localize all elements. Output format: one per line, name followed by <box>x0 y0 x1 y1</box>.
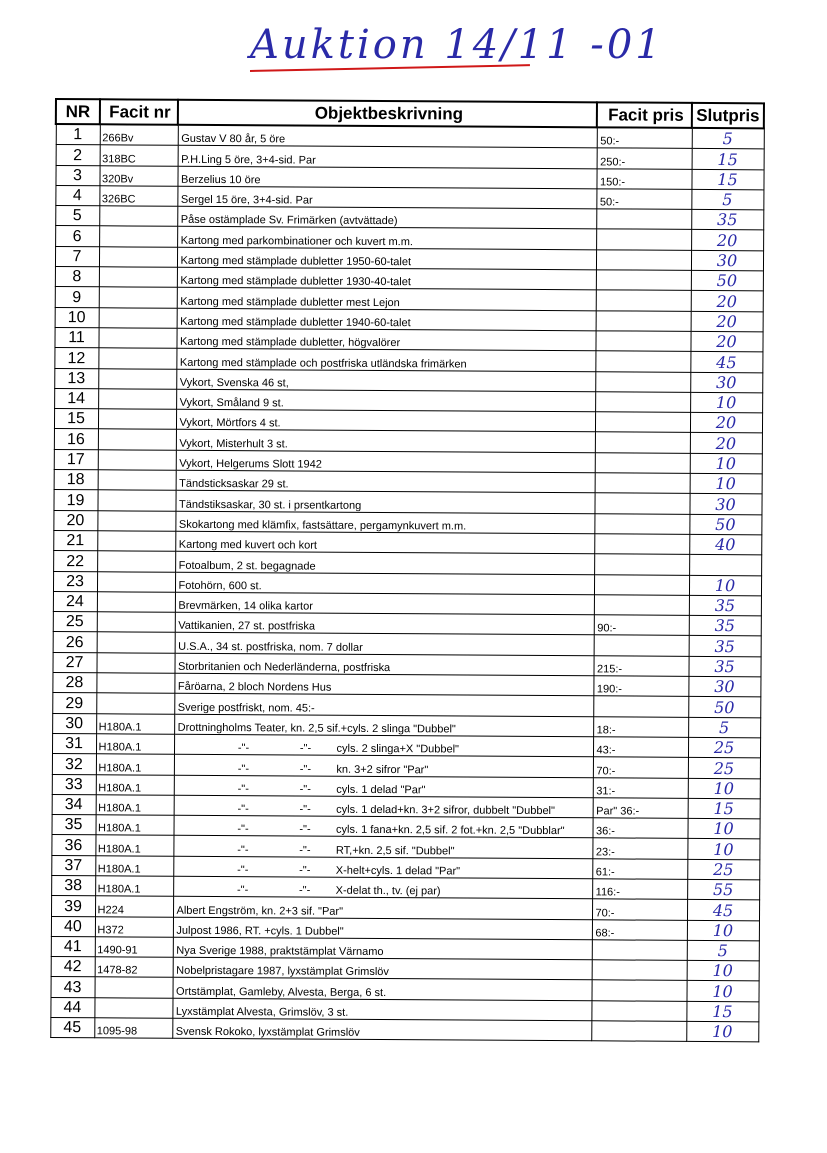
cell-nr: 37 <box>51 855 95 876</box>
cell-facit-pris: 50:- <box>596 189 691 210</box>
cell-nr: 13 <box>54 368 98 389</box>
cell-objektbeskrivning <box>173 957 592 980</box>
cell-slutpris: 10 <box>686 1021 758 1042</box>
cell-facit-pris: 61:- <box>592 858 687 879</box>
cell-objektbeskrivning <box>173 836 592 859</box>
cell-slutpris: 50 <box>688 697 760 718</box>
cell-slutpris: 35 <box>691 210 763 231</box>
objekt-text: Kartong med stämplade och postfriska utländska frimärken <box>179 356 467 371</box>
cell-facit-pris: Par" 36:- <box>593 798 688 819</box>
ditto-mark: -"- <box>237 762 250 775</box>
auction-table <box>49 98 765 1043</box>
cell-objektbeskrivning <box>177 308 596 331</box>
objekt-text: Gustav V 80 år, 5 öre <box>181 133 286 146</box>
cell-facit-pris: 18:- <box>593 716 688 737</box>
cell-facit-pris: 31:- <box>593 777 688 798</box>
cell-facit-pris <box>592 960 687 981</box>
cell-slutpris: 10 <box>686 981 758 1002</box>
objekt-text: Storbritanien och Nederländerna, postfriska <box>177 660 391 675</box>
cell-nr: 44 <box>50 997 94 1018</box>
cell-objektbeskrivning <box>177 288 596 311</box>
ditto-mark: -"- <box>237 884 249 897</box>
cell-nr: 36 <box>51 835 95 856</box>
cell-facit-nr <box>96 693 174 714</box>
cell-objektbeskrivning <box>176 328 595 351</box>
cell-nr: 38 <box>51 875 95 896</box>
cell-slutpris: 15 <box>692 149 764 170</box>
cell-nr: 6 <box>55 226 99 247</box>
cell-slutpris: 5 <box>691 189 763 210</box>
cell-objektbeskrivning <box>178 146 597 169</box>
header-nr: NR <box>56 99 100 124</box>
cell-objektbeskrivning <box>172 1018 591 1041</box>
cell-objektbeskrivning <box>177 247 596 270</box>
cell-objektbeskrivning <box>176 349 595 372</box>
cell-objektbeskrivning <box>176 450 595 473</box>
cell-slutpris: 10 <box>690 473 762 494</box>
ditto-mark: -"- <box>299 783 311 796</box>
cell-facit-nr <box>98 409 176 430</box>
cell-facit-nr <box>98 348 176 369</box>
cell-nr: 15 <box>54 409 98 430</box>
cell-facit-nr <box>99 267 177 288</box>
objekt-text: cyls. 1 fana+kn. 2,5 sif. 2 fot.+kn. 2,5 "Dubblar" <box>335 824 565 838</box>
cell-nr: 1 <box>56 124 100 145</box>
cell-facit-nr <box>99 226 177 247</box>
cell-slutpris: 45 <box>687 900 759 921</box>
objekt-text: Skokartong med klämfix, fastsättare, pergamynkuvert m.m. <box>178 518 467 533</box>
cell-nr: 9 <box>55 287 99 308</box>
cell-facit-pris: 70:- <box>593 757 688 778</box>
cell-nr: 10 <box>55 307 99 328</box>
cell-objektbeskrivning <box>175 592 594 615</box>
cell-slutpris: 20 <box>690 413 762 434</box>
cell-slutpris: 30 <box>688 676 760 697</box>
cell-facit-nr <box>97 551 175 572</box>
cell-facit-nr: 1478-82 <box>95 957 173 978</box>
cell-objektbeskrivning <box>178 125 597 148</box>
cell-facit-pris <box>595 351 690 372</box>
cell-slutpris: 35 <box>689 595 761 616</box>
cell-facit-pris: 215:- <box>593 656 688 677</box>
objekt-text: Vykort, Svenska 46 st, <box>179 376 289 390</box>
cell-slutpris: 25 <box>687 859 759 880</box>
cell-facit-nr: H180A.1 <box>96 734 174 755</box>
cell-nr: 26 <box>53 632 97 653</box>
cell-objektbeskrivning <box>177 227 596 250</box>
cell-objektbeskrivning <box>175 531 594 554</box>
cell-slutpris: 35 <box>689 636 761 657</box>
objekt-text: Kartong med stämplade dubletter 1950-60-talet <box>180 254 412 269</box>
objekt-text: Nya Sverige 1988, praktstämplat Värnamo <box>176 944 384 959</box>
cell-objektbeskrivning <box>177 166 596 189</box>
cell-slutpris: 5 <box>688 717 760 738</box>
cell-facit-nr: 318BC <box>100 145 178 166</box>
cell-facit-nr <box>98 470 176 491</box>
objekt-text: Påse ostämplade Sv. Frimärken (avtvättade) <box>180 214 398 228</box>
cell-facit-nr <box>97 531 175 552</box>
ditto-mark: -"- <box>299 742 312 755</box>
cell-nr: 5 <box>55 206 99 227</box>
objekt-text: Fotohörn, 600 st. <box>178 579 262 593</box>
cell-facit-nr <box>99 287 177 308</box>
cell-nr: 17 <box>54 449 98 470</box>
cell-objektbeskrivning <box>175 572 594 595</box>
cell-nr: 4 <box>55 185 99 206</box>
cell-nr: 40 <box>51 916 95 937</box>
cell-objektbeskrivning <box>175 633 594 656</box>
cell-objektbeskrivning <box>174 795 593 818</box>
ditto-mark: -"- <box>237 782 249 795</box>
cell-slutpris: 20 <box>690 433 762 454</box>
cell-facit-nr <box>94 998 172 1019</box>
objekt-text: Berzelius 10 öre <box>180 173 261 187</box>
cell-objektbeskrivning <box>176 389 595 412</box>
cell-nr: 18 <box>54 470 98 491</box>
cell-facit-pris <box>591 1001 686 1022</box>
cell-nr: 14 <box>54 388 98 409</box>
cell-facit-pris: 43:- <box>593 737 688 758</box>
cell-facit-pris <box>595 392 690 413</box>
cell-facit-pris <box>593 696 688 717</box>
table-body <box>50 124 764 1042</box>
cell-objektbeskrivning <box>173 897 592 920</box>
cell-slutpris: 10 <box>687 839 759 860</box>
cell-facit-nr <box>95 977 173 998</box>
ditto-mark: -"- <box>299 884 311 897</box>
cell-facit-nr <box>98 450 176 471</box>
cell-nr: 45 <box>50 1018 94 1039</box>
cell-slutpris: 10 <box>690 453 762 474</box>
cell-facit-nr: 320Bv <box>99 165 177 186</box>
cell-facit-pris: 250:- <box>597 148 692 169</box>
cell-facit-nr: H372 <box>95 916 173 937</box>
cell-nr: 42 <box>51 957 95 978</box>
cell-facit-pris <box>596 290 691 311</box>
cell-nr: 28 <box>52 673 96 694</box>
cell-objektbeskrivning <box>174 754 593 777</box>
objekt-text: Kartong med stämplade dubletter 1940-60-talet <box>180 315 411 330</box>
cell-facit-pris: 116:- <box>592 879 687 900</box>
cell-facit-nr <box>97 490 175 511</box>
cell-nr: 3 <box>55 165 99 186</box>
ditto-mark: -"- <box>299 763 312 776</box>
objekt-text: Kartong med stämplade dubletter mest Lejon <box>180 295 400 309</box>
cell-objektbeskrivning <box>173 876 592 899</box>
cell-facit-pris: 190:- <box>593 676 688 697</box>
cell-slutpris: 50 <box>691 270 763 291</box>
objekt-text: cyls. 1 delad+kn. 3+2 sifror, dubbelt "Dubbel" <box>336 803 555 818</box>
cell-slutpris: 10 <box>689 575 761 596</box>
cell-nr: 12 <box>54 348 98 369</box>
cell-nr: 41 <box>51 936 95 957</box>
cell-facit-nr: H180A.1 <box>96 754 174 775</box>
cell-facit-pris <box>595 453 690 474</box>
cell-objektbeskrivning <box>174 734 593 757</box>
objekt-text: Kartong med kuvert och kort <box>178 538 317 552</box>
ditto-mark: -"- <box>299 864 311 877</box>
cell-nr: 34 <box>52 794 96 815</box>
cell-nr: 23 <box>53 571 97 592</box>
cell-facit-pris <box>594 534 689 555</box>
cell-objektbeskrivning <box>175 511 594 534</box>
ditto-mark: -"- <box>237 843 249 856</box>
objekt-text: kn. 3+2 sifror "Par" <box>336 763 429 776</box>
cell-slutpris: 40 <box>689 534 761 555</box>
objekt-text: Vykort, Misterhult 3 st. <box>179 437 288 451</box>
cell-facit-nr: 326BC <box>99 186 177 207</box>
objekt-text: Julpost 1986, RT. +cyls. 1 Dubbel" <box>176 924 344 938</box>
cell-objektbeskrivning <box>177 186 596 209</box>
cell-facit-pris <box>594 554 689 575</box>
cell-facit-pris <box>591 980 686 1001</box>
objekt-text: Albert Engström, kn. 2+3 sif. "Par" <box>176 904 344 918</box>
objekt-text: Vykort, Helgerums Slott 1942 <box>179 457 322 471</box>
cell-facit-nr: H180A.1 <box>95 835 173 856</box>
cell-objektbeskrivning <box>175 551 594 574</box>
header-objektbeskrivning: Objektbeskrivning <box>178 100 597 128</box>
cell-facit-nr <box>96 652 174 673</box>
cell-facit-pris <box>594 635 689 656</box>
cell-nr: 24 <box>53 591 97 612</box>
cell-facit-nr <box>97 632 175 653</box>
cell-facit-nr <box>97 571 175 592</box>
cell-objektbeskrivning <box>173 937 592 960</box>
objekt-text: Kartong med parkombinationer och kuvert m.m. <box>180 234 413 248</box>
cell-objektbeskrivning <box>174 673 593 696</box>
cell-objektbeskrivning <box>173 978 592 1001</box>
handwritten-title: Auktion 14/11 -01 <box>250 22 664 68</box>
objekt-text: Fåröarna, 2 bloch Nordens Hus <box>177 681 332 695</box>
cell-slutpris: 30 <box>690 372 762 393</box>
cell-objektbeskrivning <box>176 470 595 493</box>
cell-objektbeskrivning <box>176 369 595 392</box>
cell-slutpris: 55 <box>687 879 759 900</box>
cell-facit-nr <box>97 612 175 633</box>
cell-nr: 19 <box>53 490 97 511</box>
cell-facit-pris <box>594 513 689 534</box>
cell-facit-pris <box>596 270 691 291</box>
cell-slutpris: 35 <box>688 656 760 677</box>
objekt-text: X-delat th., tv. (ej par) <box>335 885 441 898</box>
cell-facit-nr <box>99 307 177 328</box>
cell-facit-nr: H180A.1 <box>96 774 174 795</box>
cell-slutpris: 20 <box>690 331 762 352</box>
cell-nr: 32 <box>52 754 96 775</box>
objekt-text: Vykort, Småland 9 st. <box>179 396 284 410</box>
cell-facit-pris <box>595 331 690 352</box>
cell-facit-pris <box>591 1021 686 1042</box>
cell-facit-pris <box>595 432 690 453</box>
cell-nr: 29 <box>52 693 96 714</box>
cell-slutpris: 10 <box>687 961 759 982</box>
objekt-text: Fotoalbum, 2 st. begagnade <box>178 559 316 573</box>
objekt-text: Vykort, Mörtfors 4 st. <box>179 417 281 430</box>
cell-nr: 30 <box>52 713 96 734</box>
objekt-text: Tändsticksaskar 29 st. <box>179 478 289 491</box>
objekt-text: Svensk Rokoko, lyxstämplat Grimslöv <box>175 1026 360 1040</box>
cell-nr: 11 <box>54 327 98 348</box>
cell-slutpris: 20 <box>691 230 763 251</box>
cell-facit-nr <box>98 328 176 349</box>
objekt-text: Ortstämplat, Gamleby, Alvesta, Berga, 6 st. <box>176 985 387 999</box>
cell-facit-nr <box>97 510 175 531</box>
table-row <box>50 1018 758 1043</box>
cell-facit-pris: 36:- <box>592 818 687 839</box>
cell-nr: 35 <box>51 815 95 836</box>
cell-objektbeskrivning <box>176 409 595 432</box>
cell-facit-pris <box>594 493 689 514</box>
cell-nr: 43 <box>51 977 95 998</box>
ditto-mark: -"- <box>237 803 249 816</box>
cell-facit-pris <box>595 412 690 433</box>
objekt-text: Kartong med stämplade dubletter 1930-40-talet <box>180 275 411 289</box>
cell-slutpris: 25 <box>688 758 760 779</box>
cell-objektbeskrivning <box>175 491 594 514</box>
cell-facit-pris <box>595 473 690 494</box>
objekt-text: Tändstiksaskar, 30 st. i prsentkartong <box>178 498 362 512</box>
cell-facit-nr <box>98 429 176 450</box>
cell-objektbeskrivning <box>173 917 592 940</box>
header-slutpris: Slutpris <box>692 103 764 128</box>
cell-facit-nr: 1490-91 <box>95 937 173 958</box>
cell-slutpris: 15 <box>688 798 760 819</box>
cell-objektbeskrivning <box>174 775 593 798</box>
cell-objektbeskrivning <box>173 815 592 838</box>
cell-objektbeskrivning <box>173 856 592 879</box>
ditto-mark: -"- <box>299 823 311 836</box>
cell-facit-nr <box>97 592 175 613</box>
cell-nr: 16 <box>54 429 98 450</box>
cell-objektbeskrivning <box>174 653 593 676</box>
cell-nr: 20 <box>53 510 97 531</box>
cell-facit-nr: 1095-98 <box>94 1018 172 1039</box>
cell-facit-nr: H180A.1 <box>95 855 173 876</box>
cell-facit-nr: H180A.1 <box>96 713 174 734</box>
cell-nr: 2 <box>56 145 100 166</box>
cell-facit-nr <box>99 247 177 268</box>
cell-objektbeskrivning <box>176 430 595 453</box>
cell-nr: 33 <box>52 774 96 795</box>
objekt-text: Lyxstämplat Alvesta, Grimslöv, 3 st. <box>175 1005 349 1019</box>
objekt-text: Sverige postfriskt, nom. 45:- <box>177 701 315 715</box>
ditto-mark: -"- <box>299 803 311 816</box>
cell-facit-nr <box>96 673 174 694</box>
cell-slutpris: 15 <box>686 1001 758 1022</box>
objekt-text: cyls. 1 delad "Par" <box>336 783 426 797</box>
cell-facit-pris <box>592 940 687 961</box>
objekt-text: Vattikanien, 27 st. postfriska <box>178 620 316 634</box>
cell-slutpris <box>689 555 761 576</box>
cell-objektbeskrivning <box>177 267 596 290</box>
objekt-text: Nobelpristagare 1987, lyxstämplat Grimslöv <box>176 965 389 979</box>
objekt-text: X-helt+cyls. 1 delad "Par" <box>335 864 461 878</box>
cell-facit-nr <box>98 368 176 389</box>
ditto-mark: -"- <box>237 742 250 755</box>
ditto-mark: -"- <box>237 864 249 877</box>
cell-facit-pris: 68:- <box>592 919 687 940</box>
cell-nr: 22 <box>53 551 97 572</box>
cell-slutpris: 15 <box>691 169 763 190</box>
cell-nr: 25 <box>53 612 97 633</box>
cell-facit-pris: 90:- <box>594 615 689 636</box>
ditto-mark: -"- <box>299 844 311 857</box>
cell-slutpris: 10 <box>688 778 760 799</box>
cell-facit-pris <box>594 595 689 616</box>
cell-facit-nr: H180A.1 <box>95 815 173 836</box>
cell-nr: 21 <box>53 530 97 551</box>
cell-facit-pris <box>596 250 691 271</box>
objekt-text: RT,+kn. 2,5 sif. "Dubbel" <box>335 844 455 858</box>
cell-nr: 7 <box>55 246 99 267</box>
objekt-text: Brevmärken, 14 olika kartor <box>178 599 313 613</box>
cell-slutpris: 5 <box>692 128 764 149</box>
cell-facit-pris <box>594 574 689 595</box>
cell-slutpris: 10 <box>687 818 759 839</box>
cell-facit-pris: 23:- <box>592 838 687 859</box>
cell-nr: 27 <box>52 652 96 673</box>
objekt-text: Sergel 15 öre, 3+4-sid. Par <box>180 193 313 207</box>
cell-slutpris: 20 <box>691 311 763 332</box>
header-facit-nr: Facit nr <box>100 99 178 124</box>
cell-slutpris: 30 <box>691 250 763 271</box>
cell-objektbeskrivning <box>174 714 593 737</box>
cell-facit-nr: H180A.1 <box>95 876 173 897</box>
cell-objektbeskrivning <box>177 206 596 229</box>
objekt-text: Drottningholms Teater, kn. 2,5 sif.+cyls. 2 slinga "Dubbel" <box>177 721 456 736</box>
ditto-mark: -"- <box>237 823 249 836</box>
cell-facit-nr: H224 <box>95 896 173 917</box>
cell-objektbeskrivning <box>174 694 593 717</box>
objekt-text: P.H.Ling 5 öre, 3+4-sid. Par <box>181 153 316 167</box>
cell-slutpris: 50 <box>689 514 761 535</box>
cell-nr: 31 <box>52 733 96 754</box>
cell-facit-nr: 266Bv <box>100 124 178 145</box>
cell-facit-pris <box>595 371 690 392</box>
cell-slutpris: 10 <box>687 920 759 941</box>
cell-slutpris: 5 <box>687 940 759 961</box>
cell-objektbeskrivning <box>175 612 594 635</box>
objekt-text: U.S.A., 34 st. postfriska, nom. 7 dollar <box>178 640 363 654</box>
cell-nr: 39 <box>51 896 95 917</box>
cell-facit-nr <box>99 206 177 227</box>
cell-facit-pris: 50:- <box>597 127 692 148</box>
cell-facit-pris: 70:- <box>592 899 687 920</box>
cell-facit-nr: H180A.1 <box>96 795 174 816</box>
cell-nr: 8 <box>55 267 99 288</box>
cell-facit-nr <box>98 389 176 410</box>
header-facit-pris: Facit pris <box>597 102 692 128</box>
objekt-text: cyls. 2 slinga+X "Dubbel" <box>336 742 460 756</box>
cell-facit-pris: 150:- <box>596 168 691 189</box>
cell-slutpris: 45 <box>690 352 762 373</box>
cell-facit-pris <box>596 310 691 331</box>
cell-slutpris: 10 <box>690 392 762 413</box>
cell-facit-pris <box>596 229 691 250</box>
cell-slutpris: 25 <box>688 737 760 758</box>
cell-slutpris: 35 <box>689 616 761 637</box>
cell-slutpris: 20 <box>691 291 763 312</box>
objekt-text: Kartong med stämplade dubletter, högvalörer <box>179 336 401 350</box>
cell-slutpris: 30 <box>689 494 761 515</box>
cell-facit-pris <box>596 209 691 230</box>
cell-objektbeskrivning <box>172 998 591 1021</box>
